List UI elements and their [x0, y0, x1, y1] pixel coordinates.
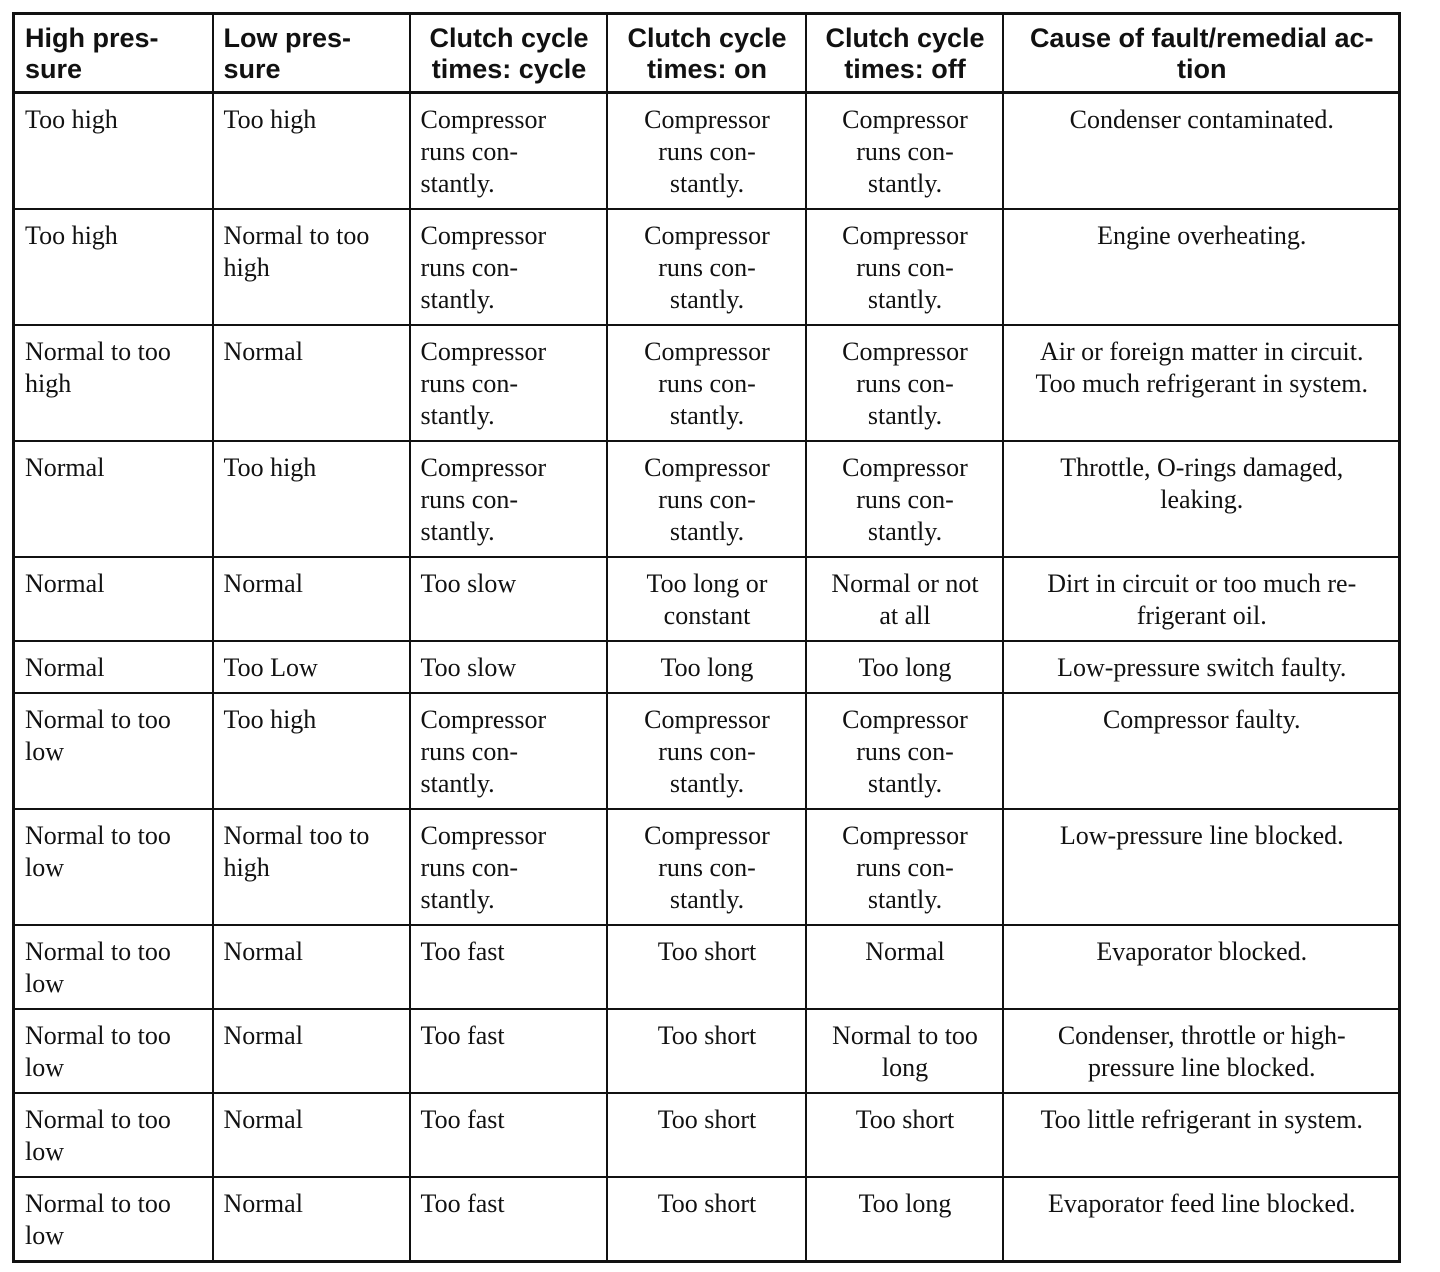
cell-low-pressure: Too Low — [213, 641, 410, 693]
cell-clutch-cycle: Compressor runs con- stantly. — [410, 209, 607, 325]
cell-high-pressure: Too high — [14, 209, 213, 325]
table-row — [14, 641, 1400, 693]
cell-clutch-on: Compressor runs con- stantly. — [607, 93, 806, 210]
table-row — [14, 809, 1400, 925]
cell-clutch-cycle: Too fast — [410, 1093, 607, 1177]
cell-low-pressure: Too high — [213, 441, 410, 557]
header-clutch-cycle: Clutch cycle times: cycle — [410, 14, 607, 93]
header-high-pressure: High pres- sure — [14, 14, 213, 93]
cell-clutch-cycle: Compressor runs con- stantly. — [410, 325, 607, 441]
fault-diagnosis-table — [12, 12, 1401, 1263]
cell-clutch-off: Normal — [806, 925, 1003, 1009]
cell-high-pressure: Normal to too low — [14, 809, 213, 925]
cell-clutch-off: Normal to too long — [806, 1009, 1003, 1093]
cell-cause: Condenser contaminated. — [1003, 93, 1400, 210]
cell-low-pressure: Normal — [213, 325, 410, 441]
cell-cause: Low-pressure line blocked. — [1003, 809, 1400, 925]
header-clutch-off: Clutch cycle times: off — [806, 14, 1003, 93]
table-row — [14, 93, 1400, 210]
cell-clutch-on: Compressor runs con- stantly. — [607, 693, 806, 809]
cell-clutch-off: Compressor runs con- stantly. — [806, 441, 1003, 557]
header-low-pressure: Low pres- sure — [213, 14, 410, 93]
cell-clutch-off: Normal or not at all — [806, 557, 1003, 641]
cell-high-pressure: Normal — [14, 557, 213, 641]
cell-low-pressure: Normal — [213, 557, 410, 641]
cell-clutch-off: Compressor runs con- stantly. — [806, 693, 1003, 809]
cell-clutch-cycle: Too slow — [410, 641, 607, 693]
cell-clutch-on: Compressor runs con- stantly. — [607, 209, 806, 325]
cell-cause: Too little refrigerant in system. — [1003, 1093, 1400, 1177]
cell-clutch-on: Compressor runs con- stantly. — [607, 809, 806, 925]
cell-clutch-cycle: Compressor runs con- stantly. — [410, 93, 607, 210]
cell-clutch-cycle: Too fast — [410, 1177, 607, 1262]
cell-low-pressure: Normal — [213, 925, 410, 1009]
table-row — [14, 1093, 1400, 1177]
fault-table-container — [12, 12, 1398, 1263]
table-row — [14, 441, 1400, 557]
cell-cause: Air or foreign matter in circuit. Too much refrigerant in system. — [1003, 325, 1400, 441]
cell-high-pressure: Normal to too low — [14, 1093, 213, 1177]
cell-low-pressure: Too high — [213, 93, 410, 210]
cell-clutch-on: Too short — [607, 1009, 806, 1093]
table-row — [14, 925, 1400, 1009]
header-cause: Cause of fault/remedial ac- tion — [1003, 14, 1400, 93]
table-row — [14, 209, 1400, 325]
cell-clutch-on: Too long — [607, 641, 806, 693]
cell-cause: Low-pressure switch faulty. — [1003, 641, 1400, 693]
cell-clutch-cycle: Compressor runs con- stantly. — [410, 441, 607, 557]
cell-cause: Dirt in circuit or too much re- frigerant oil. — [1003, 557, 1400, 641]
cell-high-pressure: Normal to too low — [14, 1009, 213, 1093]
header-row — [14, 14, 1400, 93]
cell-low-pressure: Too high — [213, 693, 410, 809]
cell-clutch-off: Too long — [806, 641, 1003, 693]
cell-high-pressure: Normal — [14, 641, 213, 693]
cell-cause: Throttle, O-rings damaged, leaking. — [1003, 441, 1400, 557]
cell-clutch-on: Compressor runs con- stantly. — [607, 325, 806, 441]
cell-clutch-off: Compressor runs con- stantly. — [806, 93, 1003, 210]
cell-low-pressure: Normal too to high — [213, 809, 410, 925]
table-row — [14, 1177, 1400, 1262]
cell-clutch-off: Too long — [806, 1177, 1003, 1262]
cell-clutch-on: Compressor runs con- stantly. — [607, 441, 806, 557]
cell-clutch-cycle: Compressor runs con- stantly. — [410, 809, 607, 925]
cell-high-pressure: Normal to too low — [14, 925, 213, 1009]
table-row — [14, 325, 1400, 441]
cell-low-pressure: Normal to too high — [213, 209, 410, 325]
cell-high-pressure: Normal to too low — [14, 1177, 213, 1262]
cell-clutch-cycle: Too slow — [410, 557, 607, 641]
cell-cause: Evaporator blocked. — [1003, 925, 1400, 1009]
table-row — [14, 557, 1400, 641]
cell-clutch-on: Too short — [607, 925, 806, 1009]
cell-high-pressure: Too high — [14, 93, 213, 210]
cell-clutch-on: Too long or constant — [607, 557, 806, 641]
cell-low-pressure: Normal — [213, 1093, 410, 1177]
cell-clutch-off: Compressor runs con- stantly. — [806, 209, 1003, 325]
cell-high-pressure: Normal — [14, 441, 213, 557]
cell-cause: Evaporator feed line blocked. — [1003, 1177, 1400, 1262]
cell-high-pressure: Normal to too low — [14, 693, 213, 809]
cell-clutch-cycle: Too fast — [410, 1009, 607, 1093]
cell-clutch-cycle: Too fast — [410, 925, 607, 1009]
header-clutch-on: Clutch cycle times: on — [607, 14, 806, 93]
cell-low-pressure: Normal — [213, 1009, 410, 1093]
cell-clutch-cycle: Compressor runs con- stantly. — [410, 693, 607, 809]
table-row — [14, 693, 1400, 809]
cell-clutch-off: Compressor runs con- stantly. — [806, 809, 1003, 925]
cell-cause: Compressor faulty. — [1003, 693, 1400, 809]
cell-cause: Condenser, throttle or high- pressure line blocked. — [1003, 1009, 1400, 1093]
cell-clutch-on: Too short — [607, 1093, 806, 1177]
cell-clutch-off: Too short — [806, 1093, 1003, 1177]
cell-clutch-on: Too short — [607, 1177, 806, 1262]
table-row — [14, 1009, 1400, 1093]
cell-low-pressure: Normal — [213, 1177, 410, 1262]
cell-clutch-off: Compressor runs con- stantly. — [806, 325, 1003, 441]
cell-cause: Engine overheating. — [1003, 209, 1400, 325]
cell-high-pressure: Normal to too high — [14, 325, 213, 441]
